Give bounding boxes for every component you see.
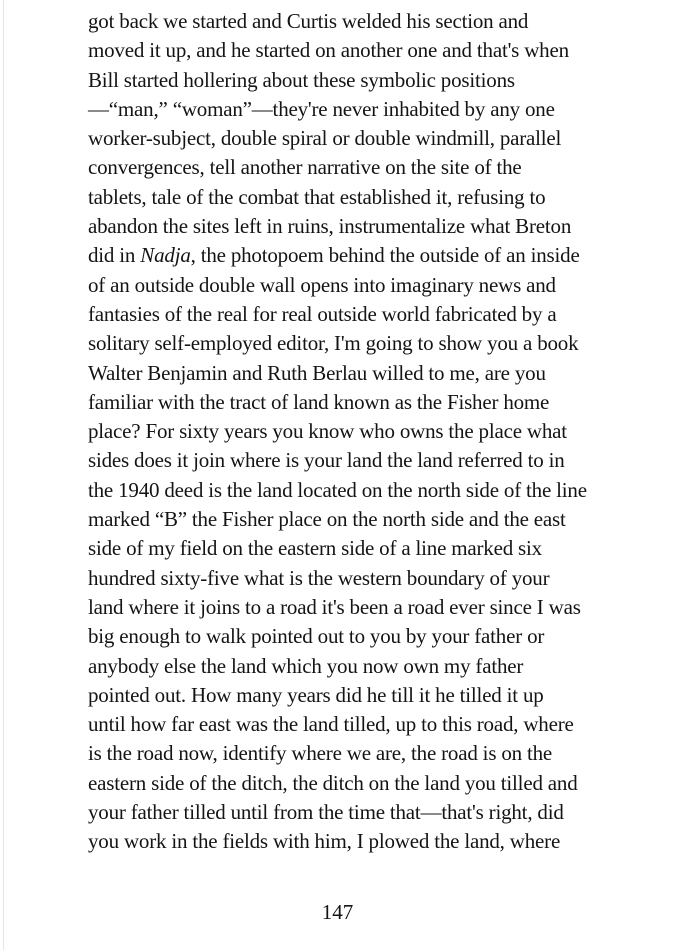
text-line: fantasies of the real for real outside world fabricated by a [88, 301, 557, 326]
text-line: solitary self-employed editor, I'm going to show you a book [88, 331, 579, 356]
text-line: until how far east was the land tilled, up to this road, where [88, 712, 574, 737]
text-line: moved it up, and he started on another one and that's when [88, 38, 569, 63]
text-line: marked “B” the Fisher place on the north side and the east [88, 507, 566, 532]
text-line: Walter Benjamin and Ruth Berlau willed to me, are you [88, 360, 546, 385]
text-line: the 1940 deed is the land located on the north side of the line [88, 477, 587, 502]
text-line: place? For sixty years you know who owns the place what [88, 419, 567, 444]
text-line: eastern side of the ditch, the ditch on the land you tilled and [88, 770, 578, 795]
text-line: big enough to walk pointed out to you by your father or [88, 624, 545, 649]
text-line: hundred sixty-five what is the western boundary of your [88, 565, 550, 590]
text-line: side of my field on the eastern side of a line marked six [88, 536, 542, 561]
text-line: abandon the sites left in ruins, instrumentalize what Breton [88, 214, 572, 239]
text-line: land where it joins to a road it's been a road ever since I was [88, 594, 581, 619]
text-line: convergences, tell another narrative on the site of the [88, 155, 522, 180]
text-block [88, 7, 587, 857]
text-line: of an outside double wall opens into imaginary news and [88, 272, 556, 297]
page-number: 147 [321, 900, 354, 924]
text-line: got back we started and Curtis welded his section and [88, 9, 529, 33]
text-line: sides does it join where is your land the land referred to in [88, 448, 565, 473]
text-line: worker-subject, double spiral or double windmill, parallel [88, 126, 562, 151]
text-line: your father tilled until from the time that—that's right, did [88, 800, 564, 825]
text-line: did in Nadja, the photopoem behind the outside of an inside [88, 243, 580, 268]
text-line: tablets, tale of the combat that established it, refusing to [88, 184, 546, 209]
text-line: Bill started hollering about these symbolic positions [88, 67, 515, 92]
text-line: —“man,” “woman”—they're never inhabited by any one [88, 96, 555, 121]
page-edge-divider [3, 0, 4, 950]
text-line: anybody else the land which you now own my father [88, 653, 524, 678]
text-line: pointed out. How many years did he till it he tilled it up [88, 682, 544, 707]
text-line: is the road now, identify where we are, the road is on the [88, 741, 553, 766]
text-line: familiar with the tract of land known as the Fisher home [88, 389, 550, 414]
text-line: you work in the fields with him, I plowed the land, where [88, 829, 561, 854]
